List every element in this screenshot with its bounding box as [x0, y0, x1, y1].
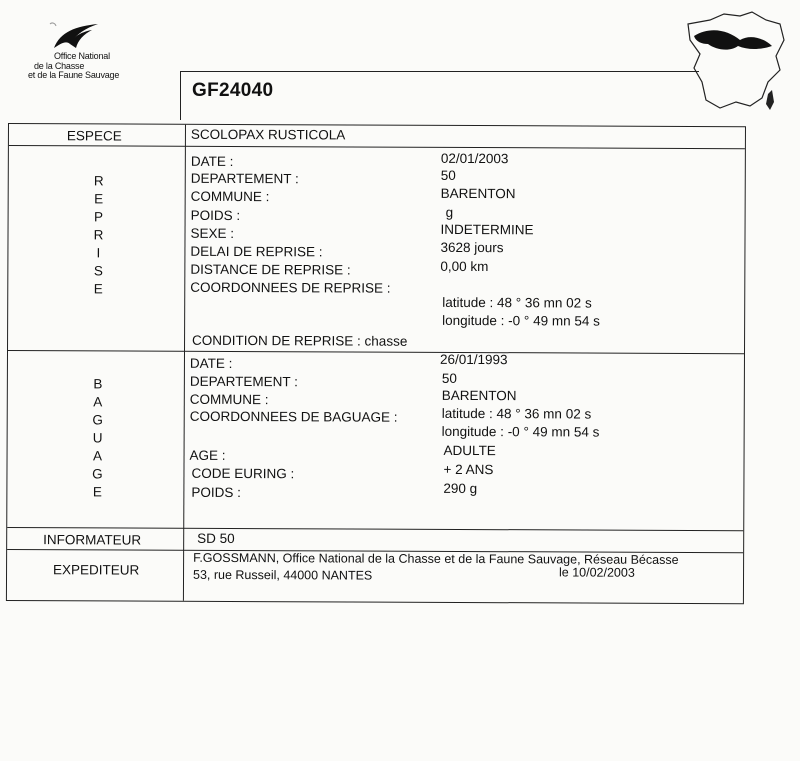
- reprise-date-label: DATE :: [190, 153, 234, 169]
- baguage-date-label: DATE :: [189, 355, 233, 371]
- bird-logo-icon: [46, 18, 106, 54]
- reprise-coordonnees-label: COORDONNEES DE REPRISE :: [190, 279, 391, 296]
- informateur-value: SD 50: [197, 530, 235, 546]
- baguage-longitude: longitude : -0 ° 49 mn 54 s: [441, 423, 600, 440]
- reprise-delai-label: DELAI DE REPRISE :: [190, 243, 323, 260]
- reprise-departement-value: 50: [440, 167, 456, 183]
- expediteur-label: EXPEDITEUR: [53, 562, 140, 578]
- reprise-longitude: longitude : -0 ° 49 mn 54 s: [442, 312, 600, 329]
- baguage-commune-value: BARENTON: [441, 387, 517, 404]
- reprise-poids-label: POIDS :: [190, 207, 241, 224]
- row-divider: [9, 145, 745, 149]
- record-code: GF24040: [192, 80, 274, 101]
- espece-label: ESPECE: [66, 128, 122, 144]
- baguage-age-value: ADULTE: [443, 442, 496, 459]
- reprise-departement-label: DEPARTEMENT :: [190, 170, 299, 187]
- reprise-date-value: 02/01/2003: [440, 150, 509, 167]
- reprise-commune-value: BARENTON: [440, 185, 516, 202]
- baguage-date-value: 26/01/1993: [439, 351, 508, 368]
- baguage-commune-label: COMMUNE :: [189, 391, 269, 408]
- reprise-condition: CONDITION DE REPRISE : chasse: [192, 332, 408, 349]
- baguage-departement-label: DEPARTEMENT :: [189, 373, 298, 390]
- expediteur-date: le 10/02/2003: [559, 565, 635, 580]
- baguage-poids-label: POIDS :: [191, 484, 241, 501]
- expediteur-line-1: F.GOSSMANN, Office National de la Chasse et de la Faune Sauvage, Réseau Bécasse: [193, 550, 679, 567]
- baguage-latitude: latitude : 48 ° 36 mn 02 s: [441, 405, 592, 422]
- logo-line-1: Office National: [54, 51, 110, 61]
- baguage-coordonnees-label: COORDONNEES DE BAGUAGE :: [189, 408, 398, 425]
- expediteur-line-2: 53, rue Russeil, 44000 NANTES: [192, 567, 373, 583]
- logo-line-3: et de la Faune Sauvage: [28, 70, 120, 80]
- baguage-code-euring-label: CODE EURING :: [191, 465, 295, 482]
- record-table: [6, 123, 746, 604]
- reprise-section-label: R E P R I S E: [93, 173, 104, 297]
- logo-line-2: de la Chasse: [34, 60, 85, 71]
- baguage-section-label: B A G U A G E: [92, 376, 103, 500]
- reprise-commune-label: COMMUNE :: [190, 188, 270, 205]
- espece-value: SCOLOPAX RUSTICOLA: [190, 126, 346, 143]
- reprise-delai-value: 3628 jours: [440, 239, 504, 256]
- informateur-label: INFORMATEUR: [43, 532, 142, 548]
- baguage-age-label: AGE :: [189, 447, 226, 463]
- reprise-distance-value: 0,00 km: [440, 258, 489, 275]
- reprise-poids-value: g: [445, 204, 454, 220]
- row-divider: [7, 527, 743, 531]
- reprise-sexe-value: INDETERMINE: [440, 221, 534, 238]
- reprise-distance-label: DISTANCE DE REPRISE :: [190, 261, 351, 278]
- reprise-sexe-label: SEXE :: [190, 225, 235, 241]
- baguage-code-euring-value: + 2 ANS: [443, 461, 494, 478]
- baguage-departement-value: 50: [441, 370, 457, 386]
- column-divider: [183, 125, 186, 601]
- reprise-latitude: latitude : 48 ° 36 mn 02 s: [442, 294, 592, 311]
- row-divider: [8, 350, 744, 354]
- baguage-poids-value: 290 g: [443, 480, 478, 497]
- oncfs-logo: [28, 18, 138, 88]
